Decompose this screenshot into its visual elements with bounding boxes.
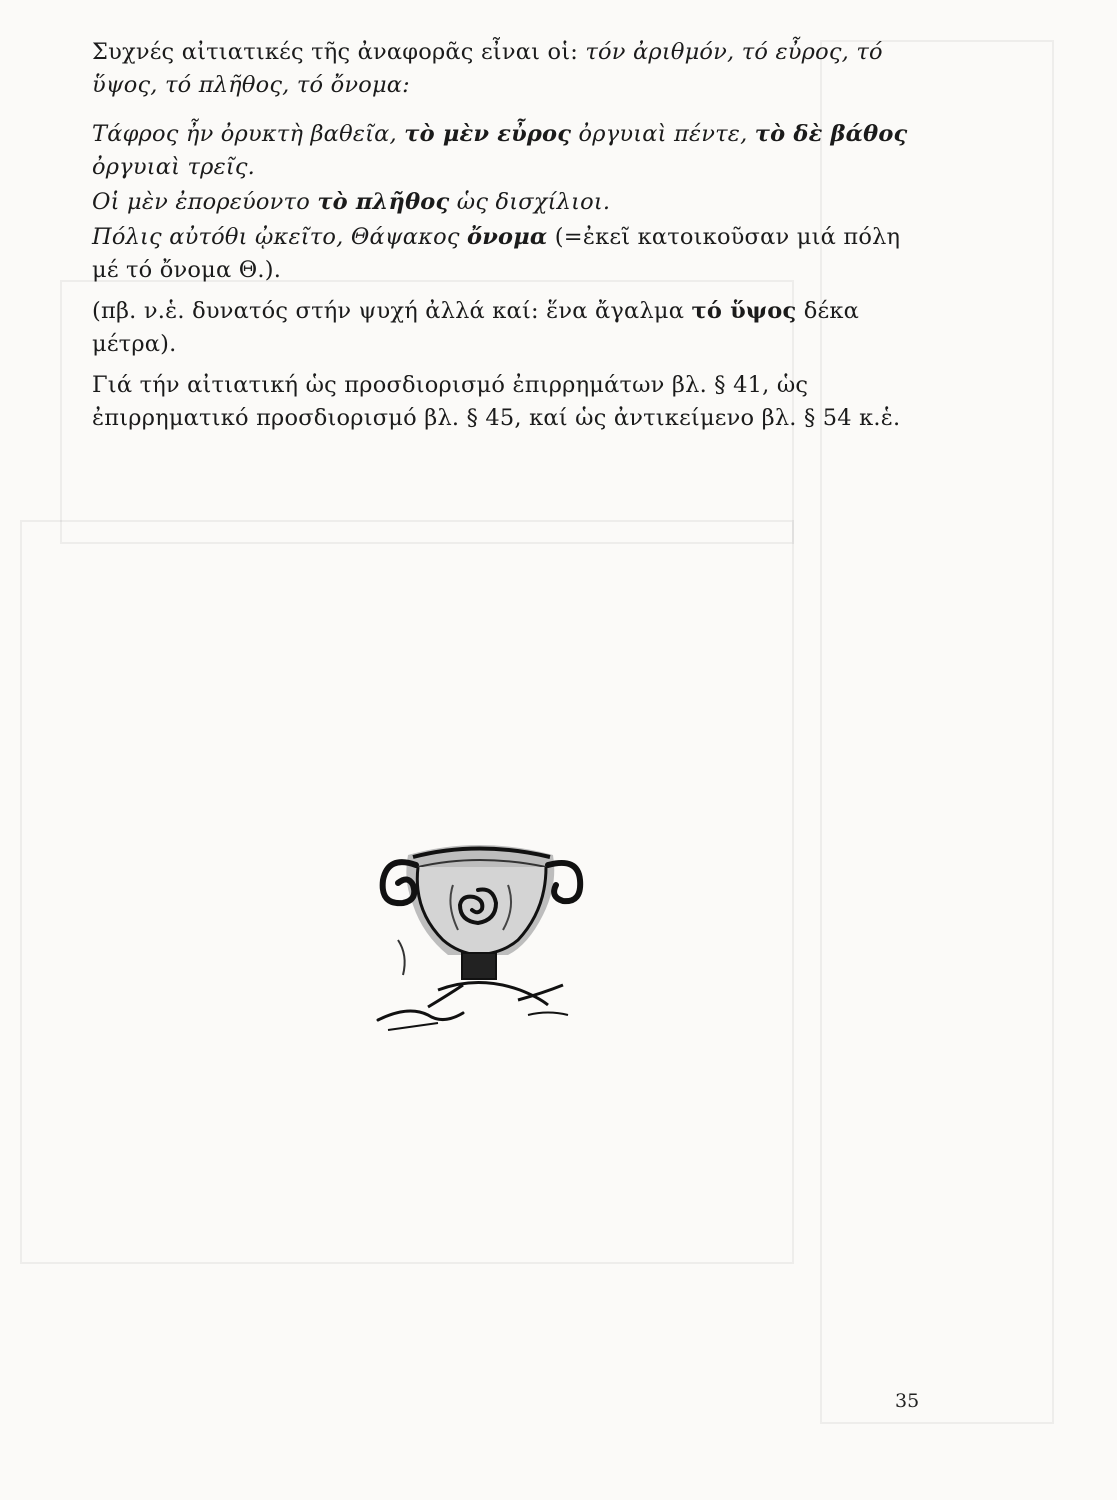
reference-paragraph: Γιά τήν αἰτιατική ὡς προσδιορισμό ἐπιρρημάτων βλ. § 41, ὡς ἐπιρρηματικό προσδιορισμό βλ. § 45, καί ὡς ἀντικείμενο βλ. § 54 κ.ἑ. [92,372,901,431]
example-3 [92,221,932,287]
example-1 [92,118,932,184]
page-number: 35 [895,1390,920,1412]
example-2-a: Οἱ μὲν ἐπορεύοντο [92,189,318,215]
example-3-b: ὄνομα [467,224,548,250]
intro-paragraph [92,36,932,102]
example-2-c: ὡς δισχίλιοι. [449,189,611,215]
example-3-a: Πόλις αὐτόθι ᾠκεῖτο, Θάψακος [92,224,468,250]
comparison-c: δέκα μέτρα). [92,298,859,357]
example-1-c: ὀργυιαὶ πέντε, [571,121,755,147]
intro-terms: τόν ἀριθμόν, τό εὖρος, τό ὕψος, τό πλῆθος, τό ὄνομα: [92,39,883,98]
example-1-d: τὸ δὲ βάθος [754,121,908,147]
example-3-c: (=ἐκεῖ κατοικοῦσαν μιά πόλη μέ τό ὄνομα Θ.). [92,224,901,283]
example-2 [92,186,932,219]
example-1-e: ὀργυιαὶ τρεῖς. [92,154,256,180]
example-2-b: τὸ πλῆθος [317,189,450,215]
intro-text: Συχνές αἰτιατικές τῆς ἀναφορᾶς εἶναι οἱ: [92,39,586,65]
text-body [92,36,932,435]
comparison-a: (πβ. ν.ἑ. δυνατός στήν ψυχή ἀλλά καί: ἕνα ἄγαλμα [92,298,692,324]
example-1-a: Τάφρος ἦν ὀρυκτὴ βαθεῖα, [92,121,405,147]
comparison-b: τό ὕψος [691,298,797,324]
example-1-b: τὸ μὲν εὖρος [404,121,572,147]
comparison-paragraph [92,295,932,361]
vase-illustration [368,825,588,1035]
